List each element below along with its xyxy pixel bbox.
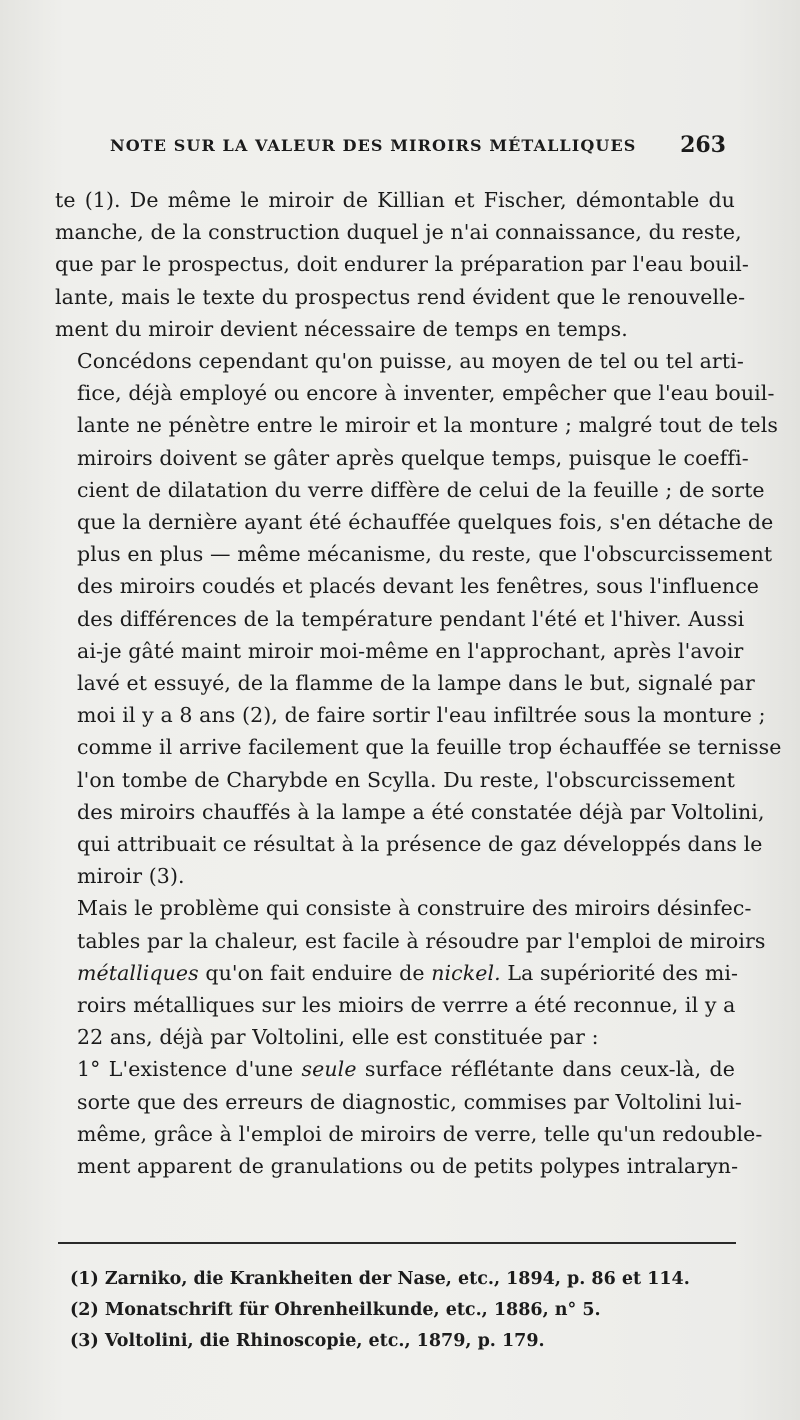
footnote-1: (1) Zarniko, die Krankheiten der Nase, etc., 1894, p. 86 et 114.: [70, 1269, 690, 1289]
paragraph-2: [55, 345, 782, 892]
footnote-3: (3) Voltolini, die Rhinoscopie, etc., 1879, p. 179.: [70, 1331, 545, 1351]
paragraph-4: [55, 1053, 763, 1182]
text-line: manche, de la construction duquel je n'ai connaissance, du reste,: [55, 220, 742, 245]
page-number: 263: [680, 132, 726, 158]
text-line: que la dernière ayant été échauffée quelques fois, s'en détache de: [77, 510, 774, 535]
footnote-2: (2) Monatschrift für Ohrenheilkunde, etc., 1886, n° 5.: [70, 1300, 601, 1320]
running-title: NOTE SUR LA VALEUR DES MIROIRS MÉTALLIQUES: [110, 136, 637, 155]
text-line: des miroirs chauffés à la lampe a été constatée déjà par Voltolini,: [77, 799, 765, 824]
text-line: 1° L'existence d'une seule surface réflétante dans ceux-là, de: [77, 1057, 735, 1082]
text-line: même, grâce à l'emploi de miroirs de verre, telle qu'un redouble-: [77, 1121, 763, 1146]
text-line: 22 ans, déjà par Voltolini, elle est constituée par :: [77, 1025, 599, 1050]
text-line: miroirs doivent se gâter après quelque temps, puisque le coeffi-: [77, 445, 749, 470]
page-header: [0, 132, 800, 162]
text-line: des différences de la température pendant l'été et l'hiver. Aussi: [77, 606, 745, 631]
text-line: Mais le problème qui consiste à construire des miroirs désinfec-: [77, 896, 752, 921]
body-text: [55, 184, 782, 1182]
footnote-divider: [58, 1242, 736, 1244]
text-line: fice, déjà employé ou encore à inventer, empêcher que l'eau bouil-: [77, 381, 775, 406]
text-line: cient de dilatation du verre diffère de celui de la feuille ; de sorte: [77, 477, 765, 502]
text-line: comme il arrive facilement que la feuille trop échauffée se ternisse: [77, 735, 782, 760]
text-line: ment apparent de granulations ou de petits polypes intralaryn-: [77, 1154, 739, 1179]
text-line: des miroirs coudés et placés devant les fenêtres, sous l'influence: [77, 574, 760, 599]
text-line: moi il y a 8 ans (2), de faire sortir l'eau infiltrée sous la monture ;: [77, 703, 766, 728]
text-line: lante, mais le texte du prospectus rend évident que le renouvelle-: [55, 284, 746, 309]
paragraph-1: [55, 184, 749, 345]
text-line: plus en plus — même mécanisme, du reste, que l'obscurcissement: [77, 542, 773, 567]
text-line: sorte que des erreurs de diagnostic, commises par Voltolini lui-: [77, 1089, 742, 1114]
text-line: lante ne pénètre entre le miroir et la monture ; malgré tout de tels: [77, 413, 779, 438]
text-line: roirs métalliques sur les mioirs de verrre a été reconnue, il y a: [77, 993, 736, 1018]
text-line: métalliques qu'on fait enduire de nickel. La supériorité des mi-: [77, 960, 739, 985]
paragraph-3: [55, 892, 766, 1053]
text-line: Concédons cependant qu'on puisse, au moyen de tel ou tel arti-: [77, 349, 744, 374]
text-line: lavé et essuyé, de la flamme de la lampe dans le but, signalé par: [77, 671, 755, 696]
text-line: qui attribuait ce résultat à la présence de gaz développés dans le: [77, 832, 763, 857]
footnotes: [70, 1264, 730, 1357]
text-line: tables par la chaleur, est facile à résoudre par l'emploi de miroirs: [77, 928, 766, 953]
text-line: miroir (3).: [77, 864, 185, 889]
text-line: l'on tombe de Charybde en Scylla. Du reste, l'obscurcissement: [77, 767, 735, 792]
text-line: ai-je gâté maint miroir moi-même en l'approchant, après l'avoir: [77, 638, 744, 663]
text-line: que par le prospectus, doit endurer la préparation par l'eau bouil-: [55, 252, 749, 277]
text-line: ment du miroir devient nécessaire de temps en temps.: [55, 316, 628, 341]
text-line: te (1). De même le miroir de Killian et Fischer, démontable du: [55, 188, 735, 212]
